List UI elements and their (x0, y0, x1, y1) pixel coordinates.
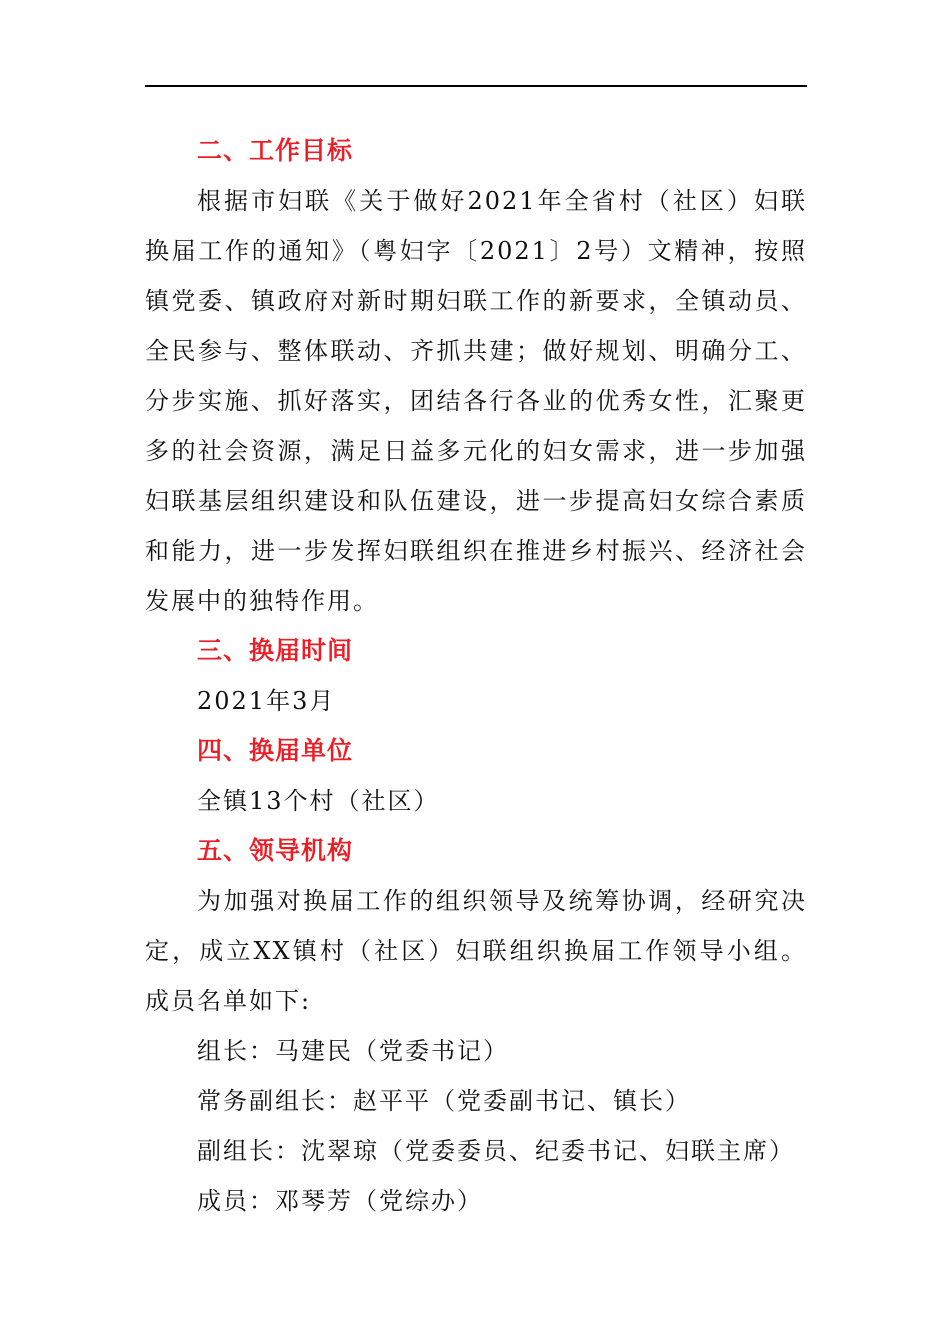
section-heading-goals: 二、工作目标 (197, 136, 354, 165)
leadership-paragraph: 为加强对换届工作的组织领导及统筹协调，经研究决定，成立XX镇村（社区）妇联组织换届工作领导小组。成员名单如下: (145, 887, 807, 1015)
member-leader: 组长：马建民（党委书记） (197, 1037, 509, 1065)
section-heading-units: 四、换届单位 (197, 736, 354, 765)
time-text: 2021年3月 (197, 687, 336, 715)
goals-paragraph: 根据市妇联《关于做好2021年全省村（社区）妇联换届工作的通知》（粤妇字〔2021〕2号）文精神，按照镇党委、镇政府对新时期妇联工作的新要求，全镇动员、全民参与、整体联动、齐抓共建；做好规划、明确分工、分步实施、抓好落实，团结各行各业的优秀女性，汇聚更多的社会资源，满足日益多元化的妇女需求，进一步加强妇联基层组织建设和队伍建设，进一步提高妇女综合素质和能力，进一步发挥妇联组织在推进乡村振兴、经济社会发展中的独特作用。 (145, 187, 807, 615)
member-executive-deputy: 常务副组长：赵平平（党委副书记、镇长） (197, 1087, 691, 1115)
document-body (145, 126, 807, 1226)
section-heading-time: 三、换届时间 (197, 636, 354, 665)
section-heading-leadership: 五、领导机构 (197, 836, 354, 865)
member-deputy: 副组长：沈翠琼（党委委员、纪委书记、妇联主席） (197, 1137, 795, 1165)
member-staff: 成员：邓琴芳（党综办） (197, 1187, 483, 1215)
header-rule (145, 85, 807, 87)
units-text: 全镇13个村（社区） (197, 787, 440, 815)
